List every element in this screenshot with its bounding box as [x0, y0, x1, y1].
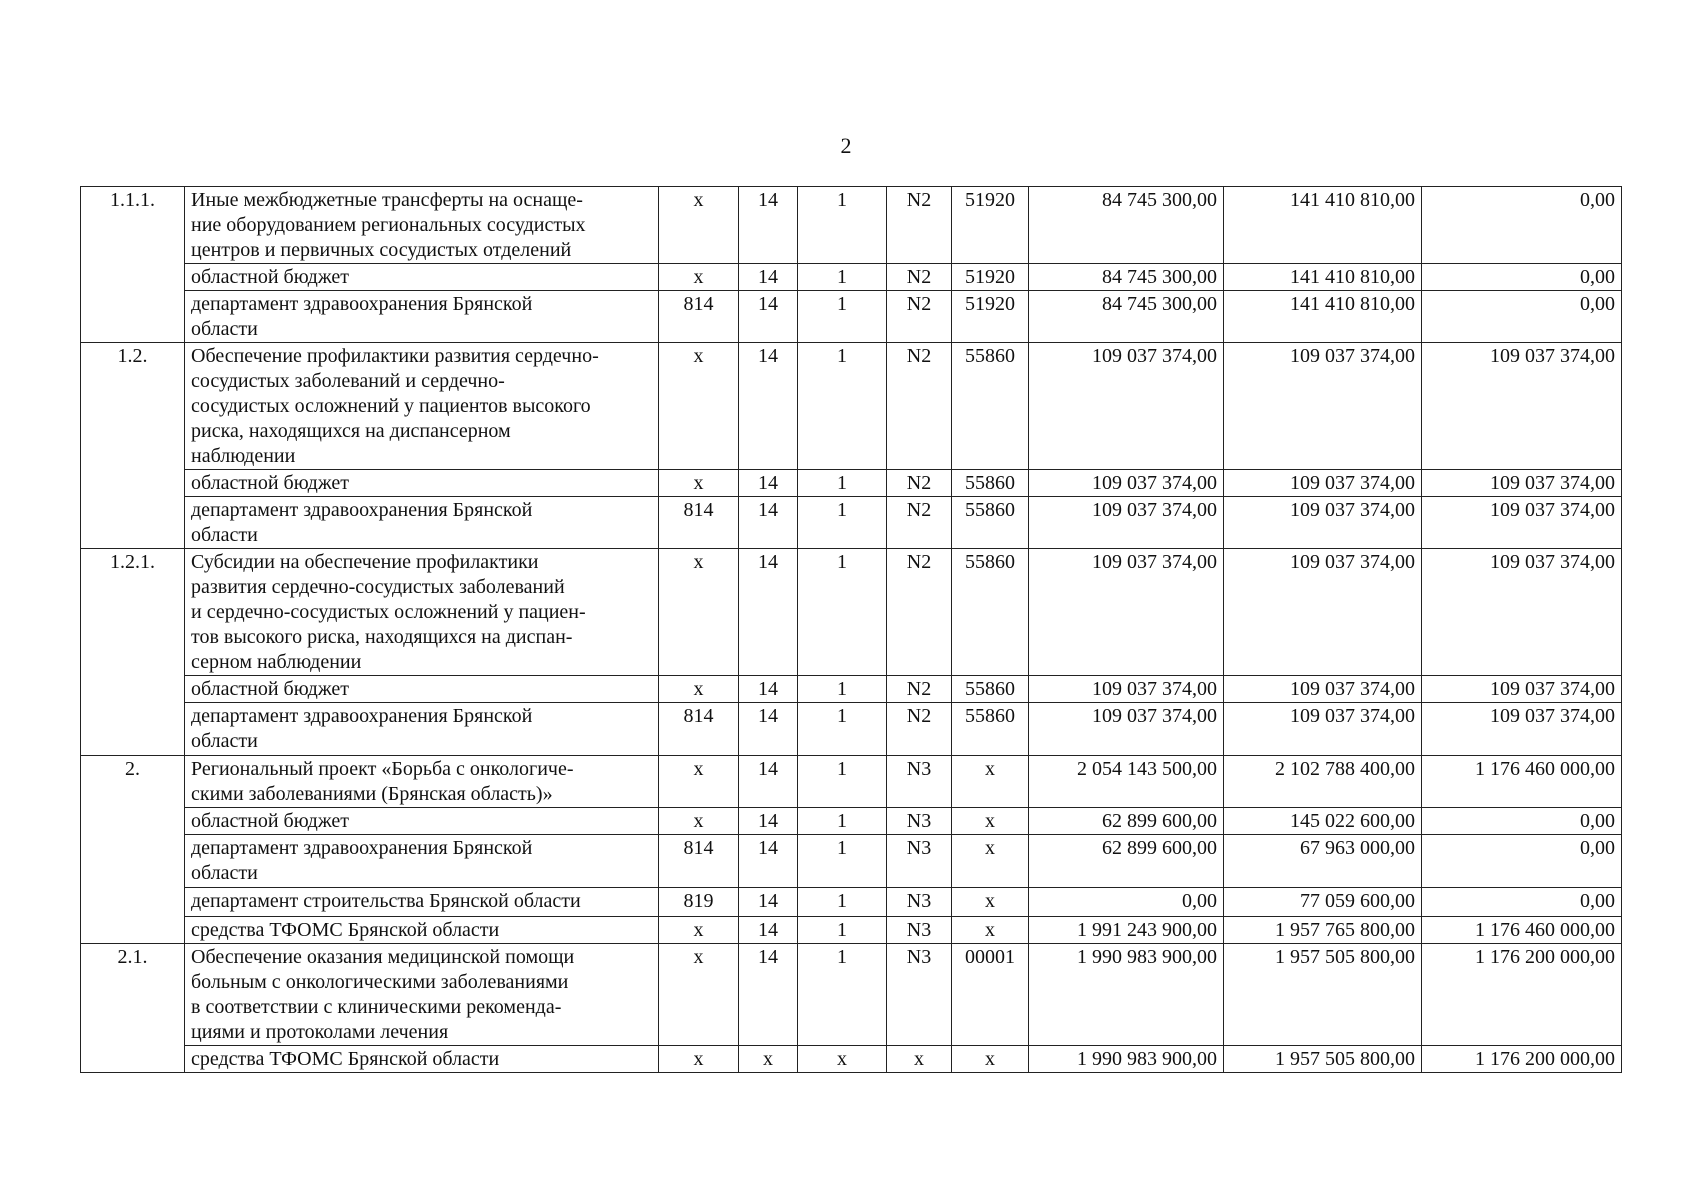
ministry-code-cell: x: [659, 756, 739, 808]
table-row: [81, 291, 1622, 343]
row-number-cell: 2.: [81, 756, 185, 944]
direction-code-cell: x: [952, 888, 1029, 917]
project-code-cell: N3: [887, 944, 952, 1046]
item-name-cell: областной бюджет: [185, 264, 659, 291]
table-row: [81, 756, 1622, 808]
amount-year1-cell: 0,00: [1029, 888, 1224, 917]
direction-code-cell: x: [952, 756, 1029, 808]
project-code-cell: x: [887, 1046, 952, 1073]
direction-code-cell: x: [952, 1046, 1029, 1073]
program-code-cell: 14: [739, 497, 798, 549]
amount-year1-cell: 109 037 374,00: [1029, 470, 1224, 497]
item-name-cell: Субсидии на обеспечение профилактики развития сердечно-сосудистых заболеваний и сердечно-сосудистых осложнений у пациен- тов высокого риска, находящихся на диспан- серном наблюдении: [185, 549, 659, 676]
amount-year2-cell: 1 957 505 800,00: [1224, 1046, 1422, 1073]
amount-year2-cell: 1 957 505 800,00: [1224, 944, 1422, 1046]
ministry-code-cell: 814: [659, 291, 739, 343]
table-row: [81, 497, 1622, 549]
item-name-cell: Иные межбюджетные трансферты на оснаще- ние оборудованием региональных сосудистых центров и первичных сосудистых отделений: [185, 187, 659, 264]
direction-code-cell: 51920: [952, 187, 1029, 264]
subprogram-code-cell: 1: [798, 676, 887, 703]
program-code-cell: 14: [739, 676, 798, 703]
ministry-code-cell: x: [659, 549, 739, 676]
amount-year3-cell: 1 176 200 000,00: [1422, 944, 1622, 1046]
subprogram-code-cell: 1: [798, 291, 887, 343]
amount-year1-cell: 62 899 600,00: [1029, 835, 1224, 888]
project-code-cell: N2: [887, 497, 952, 549]
amount-year2-cell: 2 102 788 400,00: [1224, 756, 1422, 808]
program-code-cell: x: [739, 1046, 798, 1073]
direction-code-cell: 51920: [952, 264, 1029, 291]
ministry-code-cell: x: [659, 676, 739, 703]
project-code-cell: N2: [887, 187, 952, 264]
item-name-cell: департамент здравоохранения Брянской области: [185, 291, 659, 343]
project-code-cell: N2: [887, 676, 952, 703]
subprogram-code-cell: 1: [798, 470, 887, 497]
program-code-cell: 14: [739, 703, 798, 756]
program-code-cell: 14: [739, 944, 798, 1046]
subprogram-code-cell: 1: [798, 703, 887, 756]
program-code-cell: 14: [739, 808, 798, 835]
ministry-code-cell: x: [659, 343, 739, 470]
amount-year1-cell: 109 037 374,00: [1029, 497, 1224, 549]
amount-year1-cell: 84 745 300,00: [1029, 291, 1224, 343]
amount-year2-cell: 145 022 600,00: [1224, 808, 1422, 835]
amount-year2-cell: 67 963 000,00: [1224, 835, 1422, 888]
amount-year2-cell: 109 037 374,00: [1224, 343, 1422, 470]
direction-code-cell: x: [952, 835, 1029, 888]
ministry-code-cell: x: [659, 808, 739, 835]
amount-year3-cell: 0,00: [1422, 291, 1622, 343]
amount-year3-cell: 109 037 374,00: [1422, 703, 1622, 756]
direction-code-cell: 55860: [952, 470, 1029, 497]
direction-code-cell: x: [952, 917, 1029, 944]
project-code-cell: N3: [887, 888, 952, 917]
program-code-cell: 14: [739, 291, 798, 343]
amount-year3-cell: 109 037 374,00: [1422, 343, 1622, 470]
row-number-cell: 1.2.: [81, 343, 185, 549]
table-row: [81, 343, 1622, 470]
program-code-cell: 14: [739, 756, 798, 808]
table-row: [81, 676, 1622, 703]
project-code-cell: N3: [887, 808, 952, 835]
amount-year1-cell: 62 899 600,00: [1029, 808, 1224, 835]
ministry-code-cell: x: [659, 1046, 739, 1073]
amount-year3-cell: 109 037 374,00: [1422, 470, 1622, 497]
amount-year1-cell: 109 037 374,00: [1029, 703, 1224, 756]
project-code-cell: N2: [887, 549, 952, 676]
amount-year1-cell: 109 037 374,00: [1029, 549, 1224, 676]
table-row: [81, 264, 1622, 291]
amount-year3-cell: 1 176 460 000,00: [1422, 756, 1622, 808]
row-number-cell: 1.2.1.: [81, 549, 185, 756]
ministry-code-cell: x: [659, 470, 739, 497]
table-row: [81, 888, 1622, 917]
amount-year3-cell: 109 037 374,00: [1422, 497, 1622, 549]
item-name-cell: департамент строительства Брянской области: [185, 888, 659, 917]
table-row: [81, 808, 1622, 835]
row-number-cell: 2.1.: [81, 944, 185, 1073]
table-row: [81, 703, 1622, 756]
subprogram-code-cell: 1: [798, 549, 887, 676]
subprogram-code-cell: 1: [798, 808, 887, 835]
program-code-cell: 14: [739, 470, 798, 497]
table-row: [81, 944, 1622, 1046]
ministry-code-cell: 814: [659, 497, 739, 549]
direction-code-cell: 00001: [952, 944, 1029, 1046]
subprogram-code-cell: 1: [798, 888, 887, 917]
item-name-cell: Обеспечение профилактики развития сердечно- сосудистых заболеваний и сердечно- сосудистых осложнений у пациентов высокого риска, находящихся на диспансерном наблюдении: [185, 343, 659, 470]
amount-year3-cell: 0,00: [1422, 888, 1622, 917]
amount-year3-cell: 0,00: [1422, 808, 1622, 835]
direction-code-cell: 55860: [952, 676, 1029, 703]
table-row: [81, 835, 1622, 888]
ministry-code-cell: 819: [659, 888, 739, 917]
program-code-cell: 14: [739, 917, 798, 944]
program-code-cell: 14: [739, 835, 798, 888]
amount-year3-cell: 109 037 374,00: [1422, 549, 1622, 676]
item-name-cell: департамент здравоохранения Брянской области: [185, 497, 659, 549]
amount-year3-cell: 109 037 374,00: [1422, 676, 1622, 703]
subprogram-code-cell: 1: [798, 497, 887, 549]
budget-table: [80, 186, 1622, 1073]
amount-year2-cell: 141 410 810,00: [1224, 264, 1422, 291]
project-code-cell: N3: [887, 756, 952, 808]
amount-year3-cell: 0,00: [1422, 264, 1622, 291]
direction-code-cell: 51920: [952, 291, 1029, 343]
direction-code-cell: x: [952, 808, 1029, 835]
table-row: [81, 470, 1622, 497]
amount-year2-cell: 141 410 810,00: [1224, 291, 1422, 343]
project-code-cell: N3: [887, 835, 952, 888]
row-number-cell: 1.1.1.: [81, 187, 185, 343]
amount-year1-cell: 84 745 300,00: [1029, 264, 1224, 291]
ministry-code-cell: x: [659, 944, 739, 1046]
ministry-code-cell: 814: [659, 835, 739, 888]
item-name-cell: департамент здравоохранения Брянской области: [185, 835, 659, 888]
ministry-code-cell: x: [659, 264, 739, 291]
amount-year2-cell: 109 037 374,00: [1224, 549, 1422, 676]
table-row: [81, 917, 1622, 944]
item-name-cell: областной бюджет: [185, 676, 659, 703]
direction-code-cell: 55860: [952, 343, 1029, 470]
amount-year1-cell: 1 990 983 900,00: [1029, 944, 1224, 1046]
item-name-cell: областной бюджет: [185, 470, 659, 497]
table-row: [81, 549, 1622, 676]
project-code-cell: N2: [887, 470, 952, 497]
subprogram-code-cell: 1: [798, 187, 887, 264]
table-body: [81, 187, 1622, 1073]
subprogram-code-cell: x: [798, 1046, 887, 1073]
program-code-cell: 14: [739, 343, 798, 470]
project-code-cell: N2: [887, 291, 952, 343]
amount-year2-cell: 141 410 810,00: [1224, 187, 1422, 264]
program-code-cell: 14: [739, 549, 798, 676]
subprogram-code-cell: 1: [798, 835, 887, 888]
item-name-cell: Обеспечение оказания медицинской помощи больным с онкологическими заболеваниями в соответствии с клиническими рекоменда- циями и протоколами лечения: [185, 944, 659, 1046]
project-code-cell: N2: [887, 343, 952, 470]
amount-year2-cell: 109 037 374,00: [1224, 676, 1422, 703]
subprogram-code-cell: 1: [798, 264, 887, 291]
item-name-cell: областной бюджет: [185, 808, 659, 835]
amount-year1-cell: 109 037 374,00: [1029, 676, 1224, 703]
amount-year1-cell: 1 990 983 900,00: [1029, 1046, 1224, 1073]
amount-year3-cell: 1 176 200 000,00: [1422, 1046, 1622, 1073]
ministry-code-cell: 814: [659, 703, 739, 756]
item-name-cell: средства ТФОМС Брянской области: [185, 917, 659, 944]
amount-year3-cell: 1 176 460 000,00: [1422, 917, 1622, 944]
program-code-cell: 14: [739, 187, 798, 264]
amount-year2-cell: 1 957 765 800,00: [1224, 917, 1422, 944]
direction-code-cell: 55860: [952, 549, 1029, 676]
direction-code-cell: 55860: [952, 497, 1029, 549]
page-number: 2: [840, 133, 852, 158]
subprogram-code-cell: 1: [798, 343, 887, 470]
project-code-cell: N2: [887, 264, 952, 291]
subprogram-code-cell: 1: [798, 917, 887, 944]
project-code-cell: N2: [887, 703, 952, 756]
amount-year3-cell: 0,00: [1422, 835, 1622, 888]
amount-year1-cell: 2 054 143 500,00: [1029, 756, 1224, 808]
direction-code-cell: 55860: [952, 703, 1029, 756]
program-code-cell: 14: [739, 888, 798, 917]
amount-year1-cell: 1 991 243 900,00: [1029, 917, 1224, 944]
amount-year1-cell: 109 037 374,00: [1029, 343, 1224, 470]
subprogram-code-cell: 1: [798, 756, 887, 808]
amount-year1-cell: 84 745 300,00: [1029, 187, 1224, 264]
ministry-code-cell: x: [659, 917, 739, 944]
amount-year2-cell: 109 037 374,00: [1224, 703, 1422, 756]
amount-year3-cell: 0,00: [1422, 187, 1622, 264]
subprogram-code-cell: 1: [798, 944, 887, 1046]
item-name-cell: Региональный проект «Борьба с онкологиче- скими заболеваниями (Брянская область)»: [185, 756, 659, 808]
program-code-cell: 14: [739, 264, 798, 291]
amount-year2-cell: 77 059 600,00: [1224, 888, 1422, 917]
ministry-code-cell: x: [659, 187, 739, 264]
table-row: [81, 187, 1622, 264]
item-name-cell: департамент здравоохранения Брянской области: [185, 703, 659, 756]
item-name-cell: средства ТФОМС Брянской области: [185, 1046, 659, 1073]
amount-year2-cell: 109 037 374,00: [1224, 470, 1422, 497]
table-row: [81, 1046, 1622, 1073]
amount-year2-cell: 109 037 374,00: [1224, 497, 1422, 549]
project-code-cell: N3: [887, 917, 952, 944]
